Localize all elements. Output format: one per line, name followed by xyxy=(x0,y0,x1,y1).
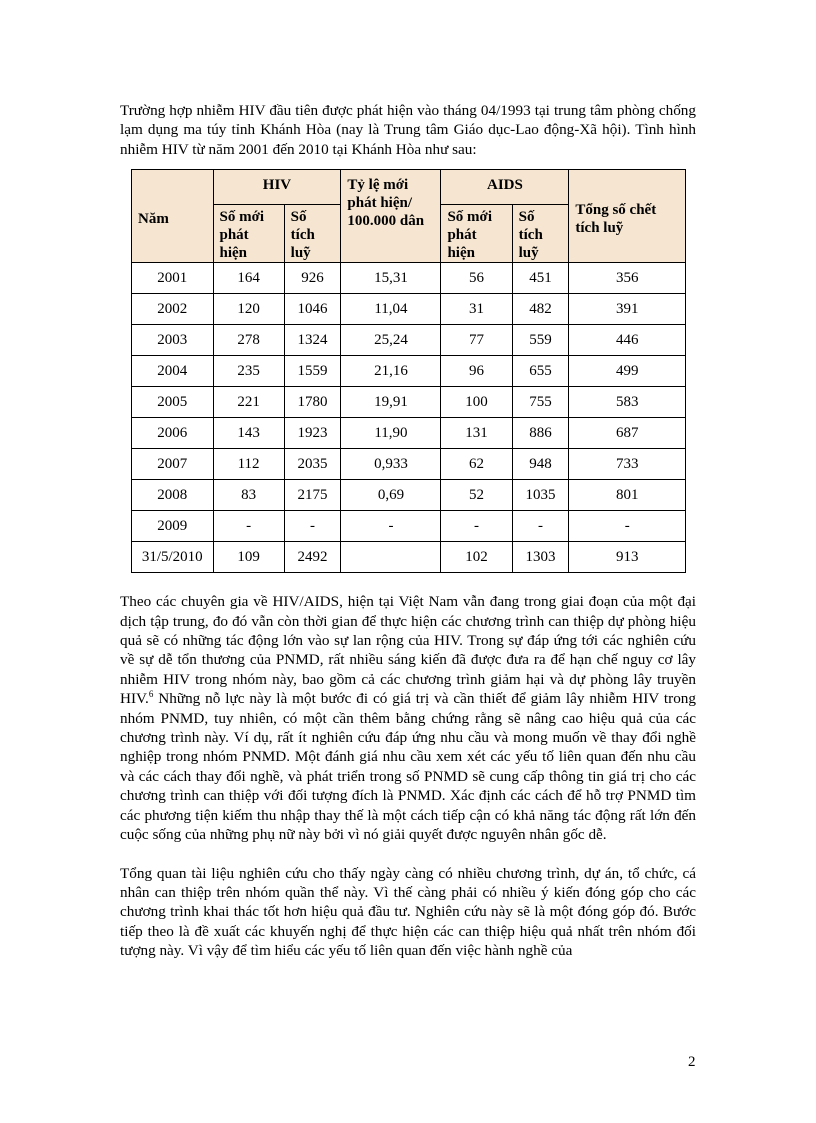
header-aids: AIDS xyxy=(441,170,569,205)
cell-hiv-cum: 926 xyxy=(284,263,341,294)
cell-aids-cum: 948 xyxy=(512,449,569,480)
cell-aids-new: 31 xyxy=(441,294,512,325)
paragraph-1 xyxy=(120,592,696,844)
cell-aids-new: 62 xyxy=(441,449,512,480)
cell-hiv-new: - xyxy=(213,511,284,542)
paragraph-1-part-b: Những nỗ lực này là một bước đi có giá trị và cần thiết để giảm lây nhiễm HIV trong nhóm PNMD, tuy nhiên, có một cần thêm bằng chứng rằng sẽ nâng cao hiệu quả của các chương trình này. Ví dụ, rất ít nghiên cứu đáp ứng nhu cầu và mong muốn về thay đổi nghề nghiệp trong nhóm PNMD. Một đánh giá nhu cầu xem xét các yếu tố liên quan đến nhu cầu và các cách thay đổi nghề, và phát triển trong số PNMD sẽ cung cấp thông tin giá trị cho các chương trình can thiệp với đối tượng đích là PNMD. Xác định các cách để hỗ trợ PNMD tìm các phương tiện kiếm thu nhập thay thế là một cách tiếp cận có khả năng tác động rất lớn đến cuộc sống của những phụ nữ này bởi vì nó giải quyết được nguyên nhân gốc dễ. xyxy=(120,690,696,844)
table-row xyxy=(132,480,686,511)
cell-deaths: 583 xyxy=(569,387,686,418)
cell-aids-cum: 655 xyxy=(512,356,569,387)
cell-hiv-new: 120 xyxy=(213,294,284,325)
header-hiv: HIV xyxy=(213,170,341,205)
cell-hiv-cum: 1923 xyxy=(284,418,341,449)
table-row xyxy=(132,449,686,480)
cell-hiv-new: 221 xyxy=(213,387,284,418)
cell-hiv-cum: 1780 xyxy=(284,387,341,418)
table-row xyxy=(132,356,686,387)
cell-rate xyxy=(341,542,441,573)
table-row xyxy=(132,511,686,542)
cell-hiv-new: 143 xyxy=(213,418,284,449)
document-page xyxy=(120,101,696,961)
cell-deaths: 913 xyxy=(569,542,686,573)
cell-year: 2003 xyxy=(132,325,214,356)
cell-aids-new: 77 xyxy=(441,325,512,356)
header-aids-new: Số mới phát hiện xyxy=(441,205,512,263)
header-hiv-new: Số mới phát hiện xyxy=(213,205,284,263)
cell-year: 2007 xyxy=(132,449,214,480)
cell-deaths: 391 xyxy=(569,294,686,325)
cell-aids-cum: 482 xyxy=(512,294,569,325)
cell-hiv-new: 109 xyxy=(213,542,284,573)
cell-year: 2006 xyxy=(132,418,214,449)
cell-hiv-cum: 2492 xyxy=(284,542,341,573)
cell-hiv-cum: 1046 xyxy=(284,294,341,325)
cell-year: 2008 xyxy=(132,480,214,511)
cell-hiv-new: 278 xyxy=(213,325,284,356)
header-aids-cum: Số tích luỹ xyxy=(512,205,569,263)
cell-rate: 25,24 xyxy=(341,325,441,356)
table-row xyxy=(132,263,686,294)
cell-rate: 21,16 xyxy=(341,356,441,387)
cell-aids-cum: 886 xyxy=(512,418,569,449)
cell-year: 2004 xyxy=(132,356,214,387)
paragraph-2: Tổng quan tài liệu nghiên cứu cho thấy ngày càng có nhiều chương trình, dự án, tổ chức, cá nhân can thiệp trên nhóm quần thể này. Vì thế càng phải có nhiều ý kiến đóng góp cho các chương trình khai thác tốt hơn hiệu quả đầu tư. Nghiên cứu này sẽ là một đóng góp đó. Bước tiếp theo là đề xuất các khuyến nghị để thực hiện các can thiệp hiệu quả nhất trên nhóm đối tượng này. Vì vậy để tìm hiểu các yếu tố liên quan đến việc hành nghề của xyxy=(120,864,696,960)
cell-aids-new: - xyxy=(441,511,512,542)
cell-hiv-new: 112 xyxy=(213,449,284,480)
table-row xyxy=(132,542,686,573)
cell-deaths: 499 xyxy=(569,356,686,387)
cell-rate: 0,933 xyxy=(341,449,441,480)
table-row xyxy=(132,418,686,449)
cell-hiv-cum: 1324 xyxy=(284,325,341,356)
cell-deaths: 446 xyxy=(569,325,686,356)
cell-hiv-new: 83 xyxy=(213,480,284,511)
paragraph-1-part-a: Theo các chuyên gia về HIV/AIDS, hiện tại Việt Nam vẫn đang trong giai đoạn của một đại dịch tập trung, đo đó vẫn còn thời gian để thực hiện các chương trình can thiệp dự phòng hiệu quả sẽ có những tác động lớn vào sự lan rộng của HIV. Trong sự đáp ứng tới các nghiên cứu về sự dễ tổn thương của PNMD, rất nhiều sáng kiến đã được đưa ra để hạn chế nguy cơ lây nhiễm HIV trong nhóm này, bao gồm cả các chương trình giảm hại và dự phòng lây truyền HIV. xyxy=(120,593,696,708)
cell-rate: 19,91 xyxy=(341,387,441,418)
cell-aids-new: 131 xyxy=(441,418,512,449)
cell-aids-new: 52 xyxy=(441,480,512,511)
cell-rate: - xyxy=(341,511,441,542)
table-row xyxy=(132,387,686,418)
intro-paragraph: Trường hợp nhiễm HIV đầu tiên được phát hiện vào tháng 04/1993 tại trung tâm phòng chống lạm dụng ma túy tỉnh Khánh Hòa (nay là Trung tâm Giáo dục-Lao động-Xã hội). Tình hình nhiễm HIV từ năm 2001 đến 2010 tại Khánh Hòa như sau: xyxy=(120,102,696,158)
cell-hiv-cum: - xyxy=(284,511,341,542)
header-rate: Tỷ lệ mới phát hiện/ 100.000 dân xyxy=(341,170,441,263)
cell-year: 2002 xyxy=(132,294,214,325)
cell-deaths: 733 xyxy=(569,449,686,480)
footnote-reference: 6 xyxy=(148,689,154,700)
cell-hiv-new: 235 xyxy=(213,356,284,387)
cell-deaths: 687 xyxy=(569,418,686,449)
cell-aids-new: 102 xyxy=(441,542,512,573)
cell-rate: 11,90 xyxy=(341,418,441,449)
cell-aids-new: 56 xyxy=(441,263,512,294)
cell-aids-cum: 1035 xyxy=(512,480,569,511)
page-number: 2 xyxy=(688,1054,696,1070)
cell-aids-cum: 1303 xyxy=(512,542,569,573)
cell-hiv-cum: 2175 xyxy=(284,480,341,511)
cell-rate: 11,04 xyxy=(341,294,441,325)
cell-deaths: 356 xyxy=(569,263,686,294)
header-hiv-cum: Số tích luỹ xyxy=(284,205,341,263)
cell-aids-cum: 755 xyxy=(512,387,569,418)
cell-aids-cum: 451 xyxy=(512,263,569,294)
header-year: Năm xyxy=(132,170,214,263)
cell-year: 2001 xyxy=(132,263,214,294)
hiv-statistics-table xyxy=(131,169,686,573)
cell-rate: 0,69 xyxy=(341,480,441,511)
cell-hiv-cum: 2035 xyxy=(284,449,341,480)
cell-aids-new: 96 xyxy=(441,356,512,387)
cell-aids-new: 100 xyxy=(441,387,512,418)
table-row xyxy=(132,325,686,356)
cell-rate: 15,31 xyxy=(341,263,441,294)
cell-aids-cum: 559 xyxy=(512,325,569,356)
cell-hiv-new: 164 xyxy=(213,263,284,294)
cell-year: 31/5/2010 xyxy=(132,542,214,573)
table-row xyxy=(132,294,686,325)
cell-hiv-cum: 1559 xyxy=(284,356,341,387)
cell-deaths: - xyxy=(569,511,686,542)
header-deaths: Tổng số chết tích luỹ xyxy=(569,170,686,263)
cell-year: 2005 xyxy=(132,387,214,418)
cell-deaths: 801 xyxy=(569,480,686,511)
cell-year: 2009 xyxy=(132,511,214,542)
cell-aids-cum: - xyxy=(512,511,569,542)
